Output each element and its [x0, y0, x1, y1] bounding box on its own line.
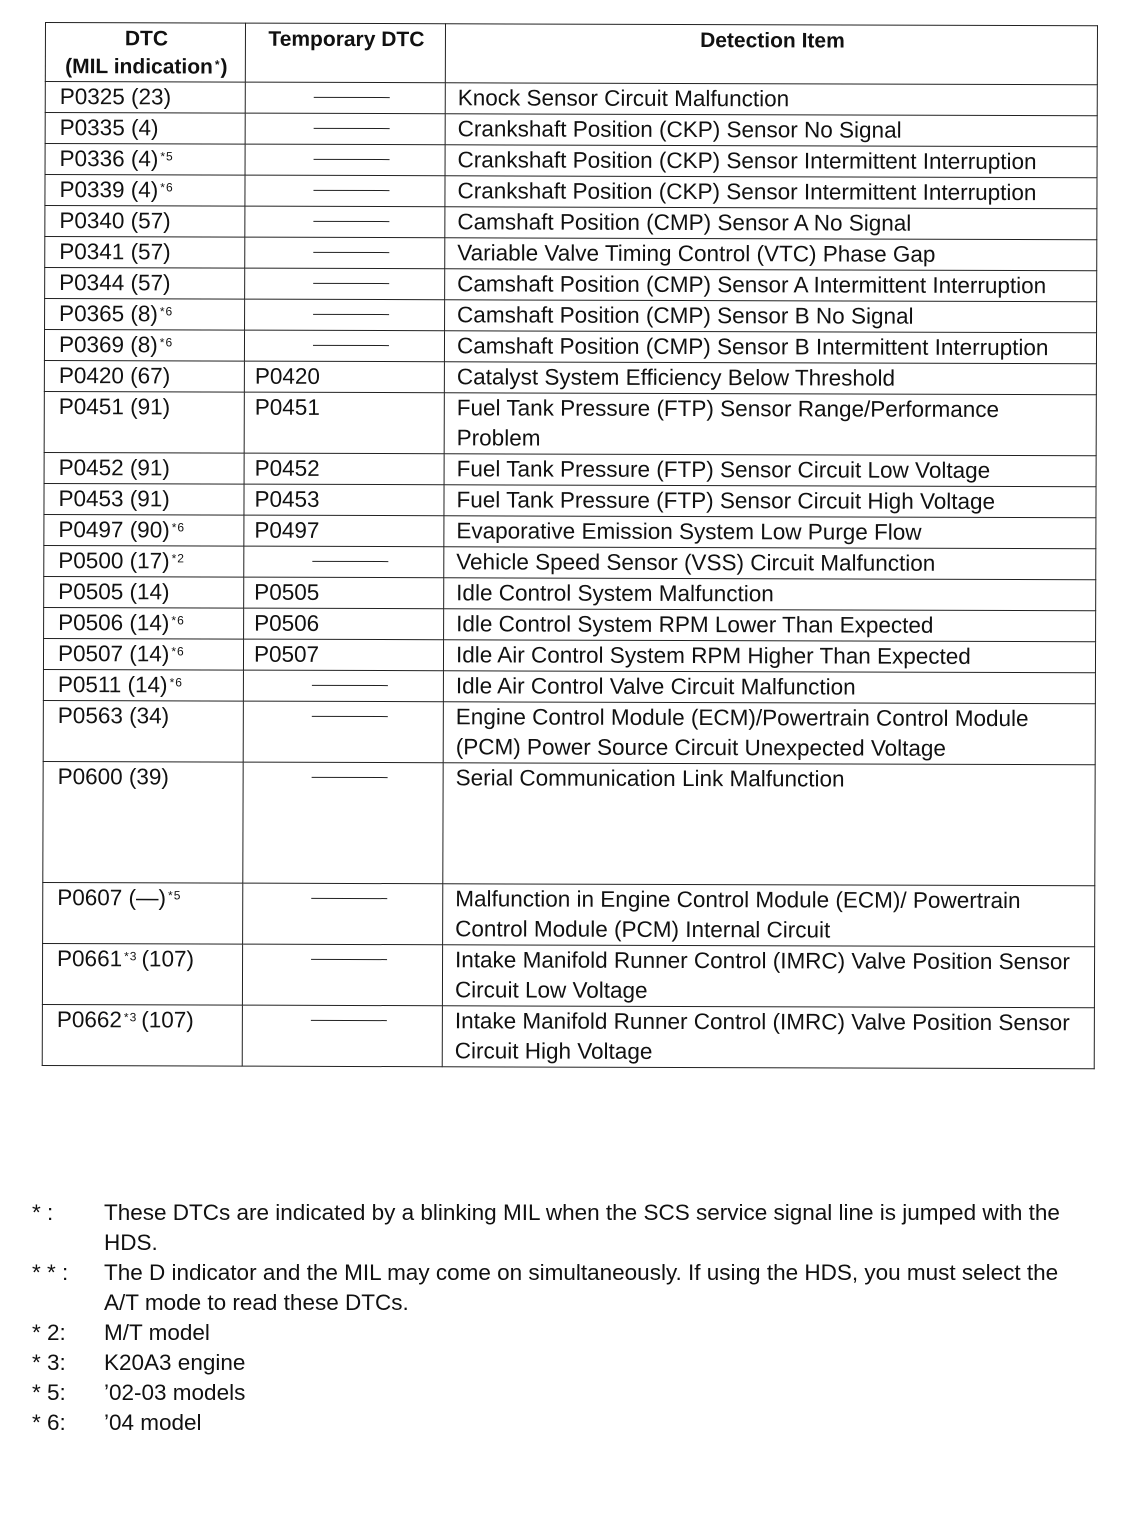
temporary-dtc-cell [245, 113, 445, 145]
dtc-code: P0453 (91) [58, 486, 170, 512]
temporary-dtc-cell [244, 453, 444, 485]
dtc-code: P0341 (57) [59, 239, 171, 265]
temporary-dtc-code: P0507 [253, 641, 320, 667]
not-applicable-dash [314, 159, 390, 160]
dtc-code: P0340 (57) [59, 208, 171, 234]
not-applicable-dash [312, 777, 388, 778]
table-row [44, 360, 1096, 394]
table-row [43, 882, 1095, 946]
dtc-code-cell [43, 638, 243, 670]
dtc-code-cell [44, 607, 244, 639]
dtc-code-cell [44, 391, 244, 453]
table-header-row [45, 23, 1097, 85]
detection-item-cell: Variable Valve Timing Control (VTC) Phase Gap [445, 238, 1097, 271]
temporary-dtc-cell [245, 206, 445, 238]
dtc-code: P0506 (14) [58, 610, 170, 636]
temporary-dtc-cell [244, 392, 444, 454]
dtc-table [42, 22, 1098, 1069]
detection-item-cell: Fuel Tank Pressure (FTP) Sensor Range/Performance Problem [444, 393, 1096, 456]
dtc-code: P0607 (—) [57, 885, 167, 911]
footnote [32, 1348, 1092, 1378]
dtc-code: P0420 (67) [58, 363, 171, 389]
dtc-code-cell [45, 268, 245, 300]
detection-item-cell: Idle Control System Malfunction [444, 578, 1096, 611]
footnote-reference: *6 [171, 520, 186, 535]
detection-item-cell: Serial Communication Link Malfunction [443, 763, 1095, 886]
dtc-code-cell [43, 700, 243, 762]
dtc-code-cell [45, 144, 245, 176]
dtc-code: P0497 (90) [58, 517, 170, 543]
dtc-code: P0365 (8) [59, 301, 158, 327]
dtc-code-cell [45, 299, 245, 331]
dtc-code-cell [44, 576, 244, 608]
dtc-code: P0600 (39) [57, 764, 169, 790]
detection-item-cell: Intake Manifold Runner Control (IMRC) Valve Position Sensor Circuit Low Voltage [442, 945, 1094, 1008]
temporary-dtc-cell [243, 701, 443, 763]
dtc-code: P0369 (8) [58, 332, 158, 358]
header-detection-item: Detection Item [445, 24, 1097, 85]
detection-item-cell: Crankshaft Position (CKP) Sensor No Signal [445, 114, 1097, 147]
table-row [45, 299, 1097, 333]
dtc-code: P0563 (34) [57, 703, 170, 729]
footnote-text: K20A3 engine [104, 1350, 246, 1375]
table-row [42, 943, 1094, 1007]
footnote-reference: *6 [159, 335, 174, 350]
not-applicable-dash [313, 190, 389, 191]
not-applicable-dash [313, 345, 389, 346]
temporary-dtc-code: P0497 [254, 517, 320, 543]
temporary-dtc-cell [244, 361, 444, 393]
detection-item-cell: Evaporative Emission System Low Purge Flow [444, 516, 1096, 549]
dtc-code: P0662 [56, 1007, 122, 1033]
detection-item-cell: Vehicle Speed Sensor (VSS) Circuit Malfunction [444, 547, 1096, 580]
dtc-code: P0505 (14) [58, 579, 170, 605]
dtc-code-cell [44, 483, 244, 515]
footnote-reference: *5 [160, 149, 174, 164]
dtc-code-cell [44, 514, 244, 546]
dtc-code-cell [42, 943, 242, 1005]
footnote [32, 1258, 1092, 1318]
temporary-dtc-cell [245, 144, 445, 176]
table-row [43, 638, 1095, 672]
dtc-code-cell [44, 452, 244, 484]
dtc-code: P0325 (23) [59, 84, 172, 110]
footnote-reference: *6 [160, 180, 174, 195]
dtc-code: P0451 (91) [58, 394, 171, 420]
dtc-code-cell [45, 237, 245, 269]
not-applicable-dash [311, 898, 387, 899]
table-row [44, 607, 1096, 641]
detection-item-cell: Idle Control System RPM Lower Than Expected [444, 609, 1096, 642]
dtc-code: P0339 (4) [59, 177, 159, 203]
footnotes [32, 1198, 1092, 1438]
footnote-reference: *2 [171, 551, 186, 566]
dtc-code-cell [45, 206, 245, 238]
temporary-dtc-cell [245, 237, 445, 269]
table-row [44, 452, 1096, 486]
dtc-code-cell [43, 761, 243, 883]
not-applicable-dash [311, 1020, 387, 1021]
footnote-text: The D indicator and the MIL may come on simultaneously. If using the HDS, you must select the A/T mode to read these DTCs. [104, 1260, 1059, 1315]
dtc-code-cell [44, 360, 244, 392]
temporary-dtc-cell [244, 330, 444, 362]
temporary-dtc-cell [245, 268, 445, 300]
not-applicable-dash [314, 97, 390, 98]
not-applicable-dash [311, 959, 387, 960]
temporary-dtc-cell [245, 299, 445, 331]
not-applicable-dash [314, 128, 390, 129]
detection-item-cell: Camshaft Position (CMP) Sensor A Intermittent Interruption [445, 269, 1097, 302]
dtc-code: P0335 (4) [59, 115, 159, 141]
table-row [45, 113, 1097, 147]
footnote [32, 1408, 1092, 1438]
table-row [43, 700, 1095, 764]
temporary-dtc-code: P0505 [254, 579, 320, 605]
temporary-dtc-cell [244, 515, 444, 547]
detection-item-cell: Idle Air Control Valve Circuit Malfunction [443, 671, 1095, 704]
not-applicable-dash [312, 685, 388, 686]
temporary-dtc-cell [242, 1005, 442, 1067]
footnote-reference: *3 [124, 949, 138, 964]
dtc-code-cell [44, 545, 244, 577]
dtc-code: P0452 (91) [58, 455, 170, 481]
footnote-text: ’04 model [104, 1410, 202, 1435]
table-row [45, 268, 1097, 302]
detection-item-cell: Intake Manifold Runner Control (IMRC) Valve Position Sensor Circuit High Voltage [442, 1006, 1094, 1069]
table-row [44, 514, 1096, 548]
footnote-mark: * 5: [32, 1380, 66, 1405]
detection-item-cell: Camshaft Position (CMP) Sensor A No Signal [445, 207, 1097, 240]
detection-item-cell: Fuel Tank Pressure (FTP) Sensor Circuit High Voltage [444, 485, 1096, 518]
not-applicable-dash [313, 283, 389, 284]
header-dtc-label: DTC [124, 27, 169, 51]
dtc-code-cell [45, 82, 245, 114]
table-row [45, 237, 1097, 271]
temporary-dtc-cell [245, 175, 445, 207]
not-applicable-dash [313, 221, 389, 222]
table-row [45, 82, 1097, 116]
dtc-code: P0344 (57) [59, 270, 171, 296]
footnote [32, 1318, 1092, 1348]
table-row [43, 761, 1095, 885]
table-row [44, 483, 1096, 517]
table-row [43, 669, 1095, 703]
mil-indication: (107) [141, 946, 195, 972]
dtc-code-cell [43, 882, 243, 944]
footnote [32, 1378, 1092, 1408]
table-row [45, 175, 1097, 209]
temporary-dtc-cell [244, 608, 444, 640]
not-applicable-dash [313, 314, 389, 315]
table-row [45, 144, 1097, 178]
temporary-dtc-code: P0506 [254, 610, 320, 636]
footnote-reference: *6 [169, 675, 183, 690]
header-dtc [45, 23, 245, 83]
dtc-code: P0507 (14) [57, 641, 170, 667]
footnote-mark: * 2: [32, 1320, 66, 1345]
table-row [44, 576, 1096, 610]
footnote-mark: * 3: [32, 1350, 66, 1375]
detection-item-cell: Idle Air Control System RPM Higher Than Expected [443, 640, 1095, 673]
temporary-dtc-cell [243, 762, 443, 884]
detection-item-cell: Engine Control Module (ECM)/Powertrain Control Module (PCM) Power Source Circuit Unexpected Voltage [443, 702, 1095, 765]
dtc-code-cell [45, 175, 245, 207]
mil-indication: (107) [141, 1007, 194, 1033]
temporary-dtc-cell [245, 82, 445, 114]
temporary-dtc-code: P0453 [254, 486, 320, 512]
detection-item-cell: Camshaft Position (CMP) Sensor B No Signal [445, 300, 1097, 333]
detection-item-cell: Knock Sensor Circuit Malfunction [445, 83, 1097, 116]
header-temporary-dtc: Temporary DTC [245, 23, 445, 83]
not-applicable-dash [312, 561, 388, 562]
footnote [32, 1198, 1092, 1258]
temporary-dtc-cell [244, 577, 444, 609]
table-row [44, 545, 1096, 579]
dtc-code: P0336 (4) [59, 146, 159, 172]
temporary-dtc-cell [244, 546, 444, 578]
dtc-code: P0661 [57, 946, 123, 972]
temporary-dtc-cell [243, 883, 443, 945]
dtc-code-cell [44, 330, 244, 362]
detection-item-cell: Crankshaft Position (CKP) Sensor Intermittent Interruption [445, 145, 1097, 178]
footnote-text: ’02-03 models [104, 1380, 246, 1405]
temporary-dtc-code: P0452 [254, 455, 320, 481]
footnote-reference: *6 [159, 304, 174, 319]
footnote-reference: *3 [123, 1010, 138, 1025]
footnote-mark: * 6: [32, 1410, 66, 1435]
header-dtc-sub: (MIL indication *) [65, 55, 228, 79]
dtc-code-cell [45, 113, 245, 145]
dtc-code-cell [42, 1004, 242, 1066]
temporary-dtc-cell [243, 670, 443, 702]
temporary-dtc-cell [243, 639, 443, 671]
temporary-dtc-code: P0420 [254, 363, 320, 389]
dtc-code: P0511 (14) [57, 672, 168, 698]
temporary-dtc-cell [242, 944, 442, 1006]
detection-item-cell: Malfunction in Engine Control Module (ECM)/ Powertrain Control Module (PCM) Internal Circuit [443, 884, 1095, 947]
footnote-reference: *6 [171, 644, 185, 659]
footnote-text: These DTCs are indicated by a blinking MIL when the SCS service signal line is jumped with the HDS. [104, 1200, 1060, 1255]
table-row [44, 330, 1096, 364]
temporary-dtc-cell [244, 484, 444, 516]
not-applicable-dash [312, 716, 388, 717]
detection-item-cell: Camshaft Position (CMP) Sensor B Intermittent Interruption [444, 331, 1096, 364]
footnote-reference: *5 [168, 888, 182, 903]
footnote-reference: *6 [171, 613, 185, 628]
dtc-table-body [42, 82, 1097, 1069]
temporary-dtc-code: P0451 [254, 394, 320, 420]
footnote-mark: * : [32, 1200, 54, 1225]
detection-item-cell: Catalyst System Efficiency Below Threshold [444, 362, 1096, 395]
not-applicable-dash [313, 252, 389, 253]
table-row [44, 391, 1096, 455]
detection-item-cell: Crankshaft Position (CKP) Sensor Intermittent Interruption [445, 176, 1097, 209]
detection-item-cell: Fuel Tank Pressure (FTP) Sensor Circuit Low Voltage [444, 454, 1096, 487]
dtc-code: P0500 (17) [58, 548, 170, 574]
dtc-code-cell [43, 669, 243, 701]
footnote-mark: * * : [32, 1260, 69, 1285]
footnote-text: M/T model [104, 1320, 210, 1345]
table-row [42, 1004, 1094, 1068]
table-row [45, 206, 1097, 240]
